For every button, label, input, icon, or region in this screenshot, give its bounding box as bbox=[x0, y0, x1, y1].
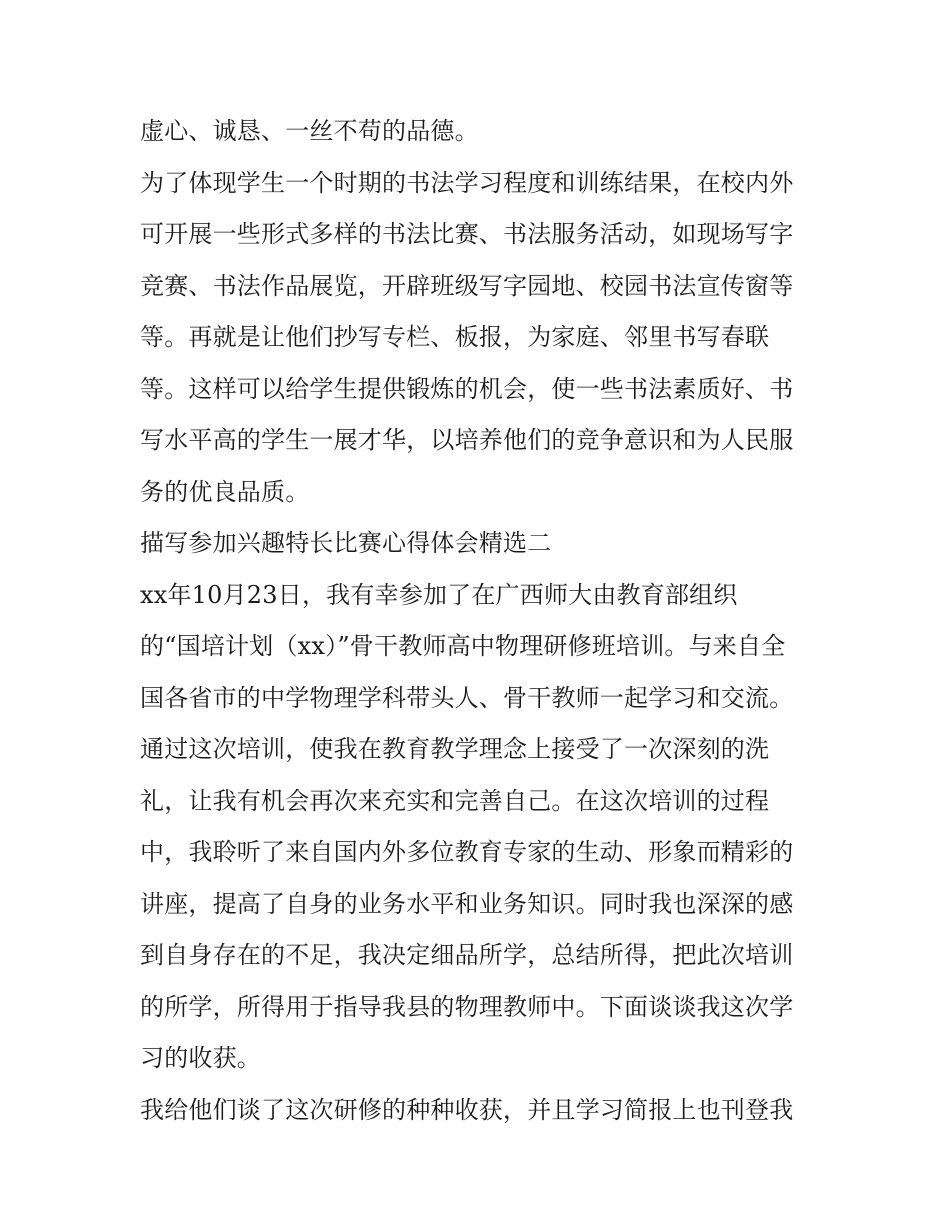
text-line: 讲座，提高了自身的业务水平和业务知识。同时我也深深的感 bbox=[140, 889, 794, 918]
text-line: 竞赛、书法作品展览，开辟班级写字园地、校园书法宣传窗等 bbox=[140, 271, 794, 300]
text-line: 可开展一些形式多样的书法比赛、书法服务活动，如现场写字 bbox=[140, 220, 794, 248]
text-line: 为了体现学生一个时期的书法学习程度和训练结果，在校内外 bbox=[140, 168, 794, 197]
text-line: 中，我聆听了来自国内外多位教育专家的生动、形象而精彩的 bbox=[140, 838, 794, 866]
document-page bbox=[140, 106, 820, 1136]
text-line: 等。这样可以给学生提供锻炼的机会，使一些书法素质好、书 bbox=[140, 374, 794, 403]
text-line: 务的优良品质。 bbox=[140, 477, 310, 506]
text-line: 的“国培计划（xx）”骨干教师高中物理研修班培训。与来自全 bbox=[140, 632, 786, 660]
text-line: 写水平高的学生一展才华，以培养他们的竞争意识和为人民服 bbox=[140, 426, 794, 454]
text-line: 虚心、诚恳、一丝不苟的品德。 bbox=[140, 117, 479, 145]
text-line: xx年10月23日，我有幸参加了在广西师大由教育部组织 bbox=[140, 580, 738, 609]
text-line: 等。再就是让他们抄写专栏、板报，为家庭、邻里书写春联 bbox=[140, 323, 770, 351]
text-line: 的所学，所得用于指导我县的物理教师中。下面谈谈我这次学 bbox=[140, 992, 794, 1021]
section-heading: 描写参加兴趣特长比赛心得体会精选二 bbox=[140, 529, 552, 557]
text-line: 习的收获。 bbox=[140, 1044, 261, 1072]
text-line: 通过这次培训，使我在教育教学理念上接受了一次深刻的洗 bbox=[140, 735, 770, 763]
text-line: 我给他们谈了这次研修的种种收获，并且学习简报上也刊登我 bbox=[140, 1095, 794, 1124]
text-line: 礼，让我有机会再次来充实和完善自己。在这次培训的过程 bbox=[140, 786, 770, 815]
text-line: 国各省市的中学物理学科带头人、骨干教师一起学习和交流。 bbox=[140, 683, 794, 712]
text-line: 到自身存在的不足，我决定细品所学，总结所得，把此次培训 bbox=[140, 941, 794, 969]
